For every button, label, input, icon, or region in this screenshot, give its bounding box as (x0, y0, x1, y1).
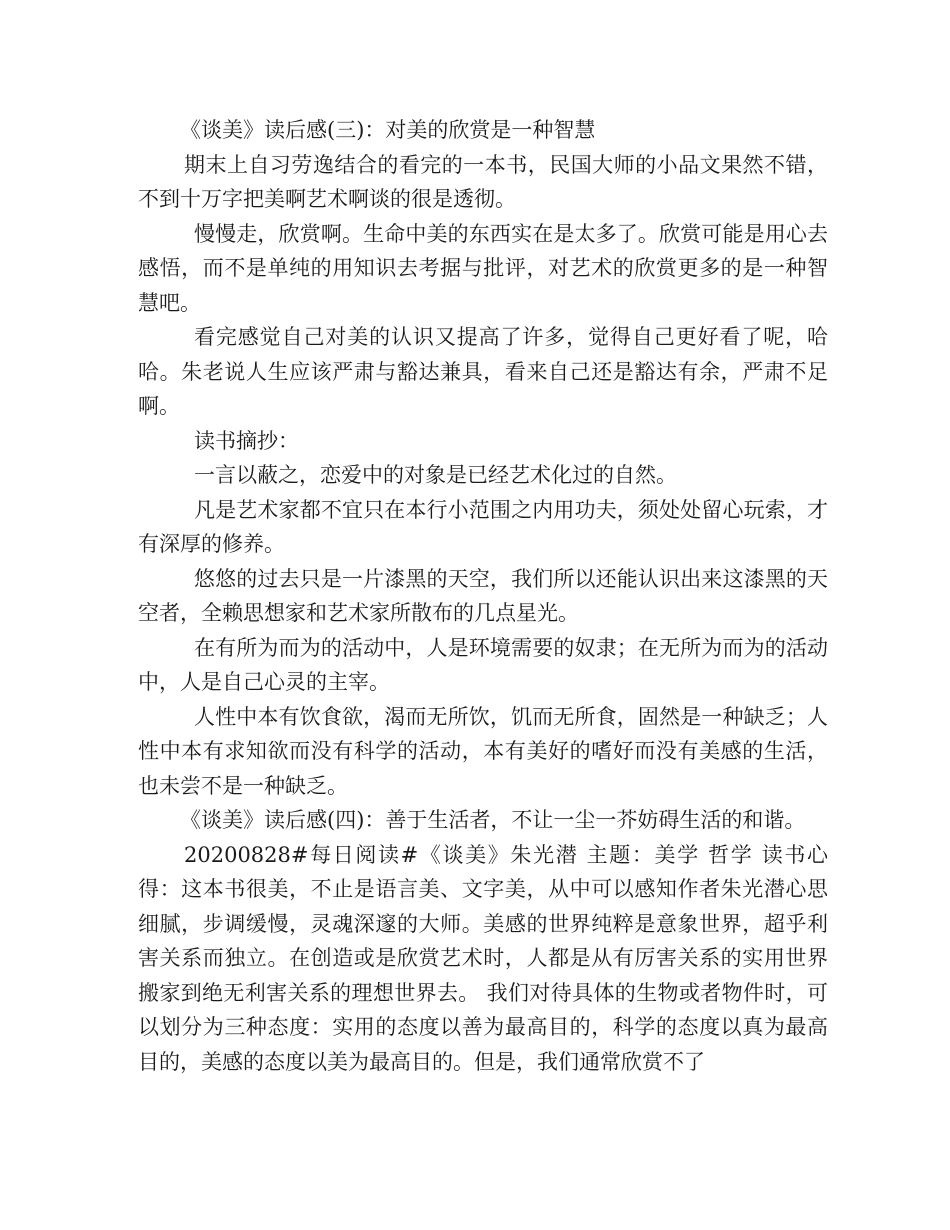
section-title-4: 《谈美》读后感(四)：善于生活者，不让一尘一芥妨碍生活的和谐。 (180, 808, 806, 832)
paragraph: 看完感觉自己对美的认识又提高了许多，觉得自己更好看了呢，哈哈。朱老说人生应该严肃与豁达兼具，看来自己还是豁达有余，严肃不足啊。 (138, 325, 828, 418)
document-body (138, 113, 828, 1079)
excerpt-paragraph: 人性中本有饮食欲，渴而无所饮，饥而无所食，固然是一种缺乏；人性中本有求知欲而没有科学的活动，本有美好的嗜好而没有美感的生活，也未尝不是一种缺乏。 (138, 704, 828, 798)
section-title-3: 《谈美》读后感(三)：对美的欣赏是一种智慧 (180, 118, 596, 142)
excerpt-paragraph: 在有所为而为的活动中，人是环境需要的奴隶；在无所为而为的活动中，人是自己心灵的主宰。 (138, 635, 828, 694)
excerpt-heading: 读书摘抄： (194, 428, 299, 453)
excerpt-paragraph: 凡是艺术家都不宜只在本行小范围之内用功夫，须处处留心玩索，才有深厚的修养。 (138, 497, 828, 556)
excerpt-paragraph: 悠悠的过去只是一片漆黑的天空，我们所以还能认识出来这漆黑的天空者，全赖思想家和艺术家所散布的几点星光。 (138, 566, 828, 625)
excerpt-paragraph: 一言以蔽之，恋爱中的对象是已经艺术化过的自然。 (194, 463, 677, 487)
paragraph: 慢慢走，欣赏啊。生命中美的东西实在是太多了。欣赏可能是用心去感悟，而不是单纯的用知识去考据与批评，对艺术的欣赏更多的是一种智慧吧。 (138, 221, 828, 315)
paragraph: 20200828#每日阅读#《谈美》朱光潜 主题：美学 哲学 读书心得：这本书很美，不止是语言美、文字美，从中可以感知作者朱光潜心思细腻，步调缓慢，灵魂深邃的大师。美感的世界纯粹是意象世界，超乎利害关系而独立。在创造或是欣赏艺术时，人都是从有厉害关系的实用世界搬家到绝无利害关系的理想世界去。 我们对待具体的生物或者物件时，可以划分为三种态度：实用的态度以善为最高目的，科学的态度以真为最高目的，美感的态度以美为最高目的。但是，我们通常欣赏不了 (138, 842, 828, 1074)
paragraph: 期末上自习劳逸结合的看完的一本书，民国大师的小品文果然不错，不到十万字把美啊艺术啊谈的很是透彻。 (138, 152, 828, 211)
